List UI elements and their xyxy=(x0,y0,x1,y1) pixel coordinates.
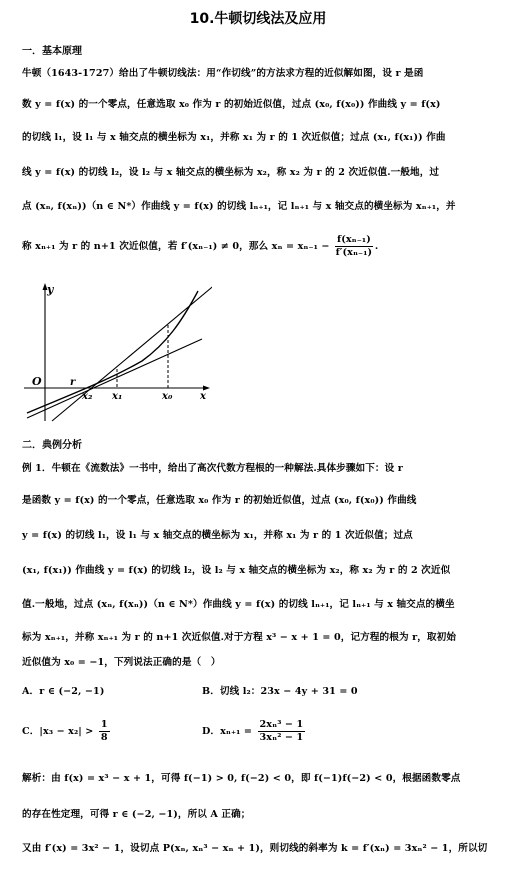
fraction-numerator: 1 xyxy=(100,719,108,730)
option-c-prefix: C．|x₃ − x₂| > xyxy=(22,726,94,737)
y-axis-label: y xyxy=(47,283,54,296)
origin-label: O xyxy=(32,375,42,388)
option-d-prefix: D．xₙ₊₁ = xyxy=(202,726,253,737)
x1-label: x₁ xyxy=(112,391,123,402)
option-d xyxy=(202,718,307,746)
option-c-fraction xyxy=(99,719,110,744)
principle-line: 数 y = f(x) 的一个零点，任意选取 x₀ 作为 r 的初始近似值，过点 (x₀, f(x₀)) 作曲线 y = f(x) xyxy=(22,99,441,110)
example-line: 标为 xₙ₊₁，并称 xₙ₊₁ 为 r 的 n+1 次近似值.对于方程 x³ − x + 1 = 0，记方程的根为 r，取初始 xyxy=(22,632,457,643)
fraction-denominator: 8 xyxy=(100,732,108,743)
example-line: 近似值为 x₀ = −1，下列说法正确的是（ ） xyxy=(22,657,221,668)
page-title: 10.牛顿切线法及应用 xyxy=(189,11,327,27)
option-d-fraction xyxy=(258,719,306,744)
option-a: A．r ∈ (−2, −1) xyxy=(22,686,105,697)
fraction-denominator: f′(xₙ₋₁) xyxy=(335,247,373,258)
formula-suffix: . xyxy=(374,241,379,252)
section-heading-examples: 二．典例分析 xyxy=(22,440,82,451)
principle-line: 牛顿（1643-1727）给出了牛顿切线法：用“作切线”的方法求方程的近似解如图，设 r 是函 xyxy=(22,68,424,79)
example-line: 值.一般地，过点 (xₙ, f(xₙ))（n ∈ N*）作曲线 y = f(x) 的切线 lₙ₊₁，记 lₙ₊₁ 与 x 轴交点的横坐 xyxy=(22,599,455,610)
example-line: 是函数 y = f(x) 的一个零点，任意选取 x₀ 作为 r 的初始近似值，过点 (x₀, f(x₀)) 作曲线 xyxy=(22,495,417,506)
section-heading-principle: 一．基本原理 xyxy=(22,46,82,57)
principle-formula-line xyxy=(22,234,378,260)
analysis-line: 解析：由 f(x) = x³ − x + 1，可得 f(−1) > 0, f(−2) < 0，即 f(−1)f(−2) < 0，根据函数零点 xyxy=(22,773,461,784)
x-axis-arrow xyxy=(203,386,210,391)
option-c xyxy=(22,718,112,746)
option-b: B．切线 l₂：23x − 4y + 31 = 0 xyxy=(202,686,358,697)
x2-label: x₂ xyxy=(82,391,93,402)
principle-line: 点 (xₙ, f(xₙ))（n ∈ N*）作曲线 y = f(x) 的切线 lₙ₊₁，记 lₙ₊₁ 与 x 轴交点的横坐标为 xₙ₊₁，并 xyxy=(22,201,456,212)
analysis-line: 又由 f′(x) = 3x² − 1，设切点 P(xₙ, xₙ³ − xₙ + 1)，则切线的斜率为 k = f′(xₙ) = 3xₙ² − 1，所以切 xyxy=(22,843,488,854)
analysis-line: 的存在性定理，可得 r ∈ (−2, −1)，所以 A 正确； xyxy=(22,809,251,820)
tangent-line-l1 xyxy=(52,283,212,421)
example-line: (x₁, f(x₁)) 作曲线 y = f(x) 的切线 l₂，设 l₂ 与 x 轴交点的横坐标为 x₂，称 x₂ 为 r 的 2 次近似 xyxy=(22,565,451,576)
x-axis-label: x xyxy=(200,391,206,402)
newton-tangent-figure xyxy=(22,281,212,429)
fraction-denominator: 3xₙ² − 1 xyxy=(259,732,304,743)
fraction-numerator: 2xₙ³ − 1 xyxy=(259,719,304,730)
tangent-line-l2 xyxy=(27,339,202,418)
example-line: y = f(x) 的切线 l₁，设 l₁ 与 x 轴交点的横坐标为 x₁，并称 x₁ 为 r 的 1 次近似值；过点 xyxy=(22,530,413,541)
newton-formula-fraction xyxy=(335,234,373,259)
root-r-label: r xyxy=(70,377,76,388)
example-line: 例 1．牛顿在《流数法》一书中，给出了高次代数方程根的一种解法.具体步骤如下：设 r xyxy=(22,463,403,474)
principle-line: 的切线 l₁，设 l₁ 与 x 轴交点的横坐标为 x₁，并称 x₁ 为 r 的 1 次近似值；过点 (x₁, f(x₁)) 作曲 xyxy=(22,132,446,143)
formula-prefix: 称 xₙ₊₁ 为 r 的 n+1 次近似值，若 f′(xₙ₋₁) ≠ 0，那么 xₙ = xₙ₋₁ − xyxy=(22,241,330,252)
fraction-numerator: f(xₙ₋₁) xyxy=(336,234,371,245)
x0-label: x₀ xyxy=(162,391,173,402)
principle-line: 线 y = f(x) 的切线 l₂，设 l₂ 与 x 轴交点的横坐标为 x₂，称 x₂ 为 r 的 2 次近似值.一般地，过 xyxy=(22,167,440,178)
